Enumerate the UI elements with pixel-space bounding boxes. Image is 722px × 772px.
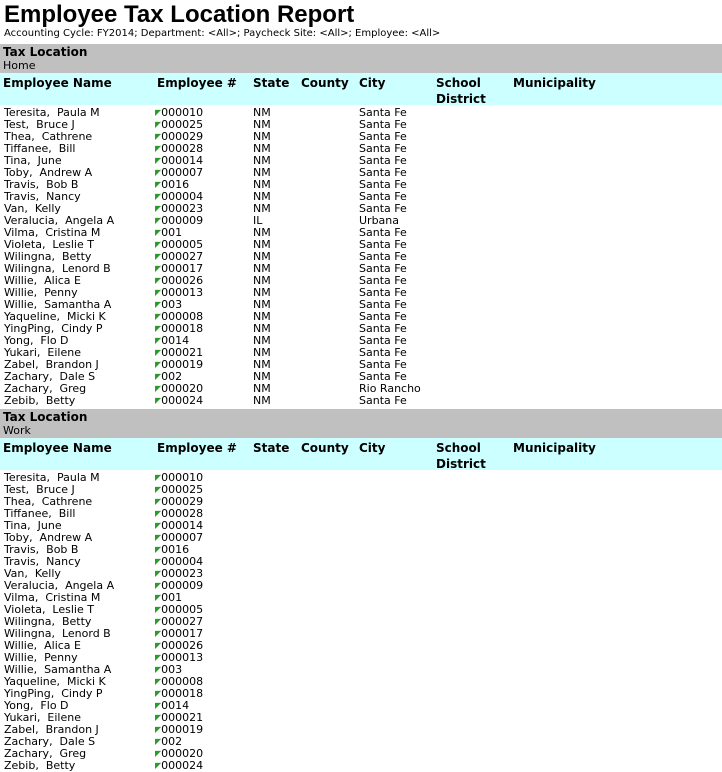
employee-name-cell: Van, Kelly: [4, 202, 61, 215]
table-row: [0, 532, 722, 544]
cell-marker-icon: ◤: [155, 497, 162, 506]
city-cell: Santa Fe: [359, 298, 407, 311]
city-cell: Santa Fe: [359, 358, 407, 371]
col-employee-number: Employee #: [157, 76, 237, 90]
cell-marker-icon: ◤: [155, 677, 162, 686]
employee-number-text: 002: [161, 735, 183, 748]
employee-number-cell: [155, 395, 203, 407]
employee-number-text: 000010: [161, 106, 204, 119]
cell-marker-icon: ◤: [155, 240, 162, 249]
section-work: [0, 409, 722, 772]
employee-name-cell: Zebib, Betty: [4, 394, 76, 407]
employee-name-cell: Veralucia, Angela A: [4, 579, 115, 592]
city-cell: Santa Fe: [359, 274, 407, 287]
column-header-row: [0, 73, 722, 105]
cell-marker-icon: ◤: [155, 737, 162, 746]
employee-number-text: 0014: [161, 334, 190, 347]
col-municipality: Municipality: [513, 76, 596, 90]
cell-marker-icon: ◤: [155, 252, 162, 261]
col-state: State: [253, 441, 290, 455]
cell-marker-icon: ◤: [155, 192, 162, 201]
table-row: [0, 640, 722, 652]
employee-name-cell: Toby, Andrew A: [4, 166, 93, 179]
table-row: [0, 556, 722, 568]
employee-number-text: 000017: [161, 262, 204, 275]
employee-number-text: 000021: [161, 711, 204, 724]
section-label: Tax Location: [3, 410, 88, 424]
employee-name-cell: Zebib, Betty: [4, 759, 76, 772]
employee-number-text: 000014: [161, 519, 204, 532]
table-row: [0, 484, 722, 496]
employee-number-text: 000008: [161, 675, 204, 688]
cell-marker-icon: ◤: [155, 749, 162, 758]
employee-number-text: 000023: [161, 202, 204, 215]
table-row: [0, 676, 722, 688]
cell-marker-icon: ◤: [155, 653, 162, 662]
table-row: [0, 472, 722, 484]
city-cell: Santa Fe: [359, 142, 407, 155]
state-cell: NM: [253, 250, 271, 263]
state-cell: NM: [253, 322, 271, 335]
table-row: [0, 395, 722, 407]
employee-name-cell: Zabel, Brandon J: [4, 358, 99, 371]
employee-number-text: 000009: [161, 214, 204, 227]
col-school-district: School District: [436, 441, 486, 471]
cell-marker-icon: ◤: [155, 689, 162, 698]
cell-marker-icon: ◤: [155, 204, 162, 213]
employee-name-cell: Van, Kelly: [4, 567, 61, 580]
state-cell: NM: [253, 166, 271, 179]
col-employee-name: Employee Name: [3, 76, 112, 90]
state-cell: NM: [253, 226, 271, 239]
cell-marker-icon: ◤: [155, 312, 162, 321]
employee-number-text: 000029: [161, 495, 204, 508]
report-title: Employee Tax Location Report: [4, 1, 355, 28]
state-cell: NM: [253, 370, 271, 383]
employee-number-text: 000020: [161, 747, 204, 760]
section-home: [0, 44, 722, 407]
state-cell: NM: [253, 178, 271, 191]
employee-name-cell: Yaqueline, Micki K: [4, 675, 106, 688]
cell-marker-icon: ◤: [155, 509, 162, 518]
cell-marker-icon: ◤: [155, 108, 162, 117]
cell-marker-icon: ◤: [155, 348, 162, 357]
city-cell: Rio Rancho: [359, 382, 421, 395]
city-cell: Santa Fe: [359, 394, 407, 407]
city-cell: Santa Fe: [359, 346, 407, 359]
employee-name-cell: YingPing, Cindy P: [4, 687, 103, 700]
state-cell: NM: [253, 262, 271, 275]
table-row: [0, 664, 722, 676]
employee-number-text: 0014: [161, 699, 190, 712]
state-cell: NM: [253, 130, 271, 143]
cell-marker-icon: ◤: [155, 156, 162, 165]
col-employee-number: Employee #: [157, 441, 237, 455]
employee-name-cell: Willie, Penny: [4, 651, 78, 664]
cell-marker-icon: ◤: [155, 216, 162, 225]
employee-number-text: 000025: [161, 483, 204, 496]
employee-name-cell: Violeta, Leslie T: [4, 238, 94, 251]
cell-marker-icon: ◤: [155, 144, 162, 153]
state-cell: NM: [253, 142, 271, 155]
cell-marker-icon: ◤: [155, 336, 162, 345]
employee-name-cell: Travis, Nancy: [4, 555, 81, 568]
cell-marker-icon: ◤: [155, 725, 162, 734]
state-cell: IL: [253, 214, 263, 227]
section-value: Home: [3, 59, 36, 72]
city-cell: Santa Fe: [359, 154, 407, 167]
employee-name-cell: Tiffanee, Bill: [4, 507, 76, 520]
employee-name-cell: Vilma, Cristina M: [4, 591, 101, 604]
col-school-district: School District: [436, 76, 486, 106]
cell-marker-icon: ◤: [155, 228, 162, 237]
employee-number-text: 000019: [161, 723, 204, 736]
col-employee-name: Employee Name: [3, 441, 112, 455]
employee-name-cell: Yong, Flo D: [4, 699, 69, 712]
employee-name-cell: Yukari, Eilene: [4, 346, 81, 359]
city-cell: Santa Fe: [359, 202, 407, 215]
city-cell: Santa Fe: [359, 226, 407, 239]
employee-name-cell: Travis, Nancy: [4, 190, 81, 203]
employee-name-cell: Veralucia, Angela A: [4, 214, 115, 227]
state-cell: NM: [253, 382, 271, 395]
cell-marker-icon: ◤: [155, 168, 162, 177]
employee-number-text: 000018: [161, 687, 204, 700]
employee-number-text: 000027: [161, 250, 204, 263]
cell-marker-icon: ◤: [155, 545, 162, 554]
city-cell: Santa Fe: [359, 130, 407, 143]
employee-number-text: 000005: [161, 238, 204, 251]
employee-name-cell: Thea, Cathrene: [4, 130, 93, 143]
cell-marker-icon: ◤: [155, 360, 162, 369]
employee-name-cell: Travis, Bob B: [4, 178, 79, 191]
employee-name-cell: Wilingna, Lenord B: [4, 627, 111, 640]
employee-number-text: 000028: [161, 507, 204, 520]
employee-name-cell: Test, Bruce J: [4, 118, 75, 131]
employee-name-cell: Willie, Alica E: [4, 274, 81, 287]
cell-marker-icon: ◤: [155, 701, 162, 710]
employee-name-cell: Teresita, Paula M: [4, 106, 100, 119]
col-state: State: [253, 76, 290, 90]
cell-marker-icon: ◤: [155, 384, 162, 393]
employee-number-text: 000020: [161, 382, 204, 395]
employee-number-text: 000024: [161, 759, 204, 772]
cell-marker-icon: ◤: [155, 473, 162, 482]
employee-name-cell: Teresita, Paula M: [4, 471, 100, 484]
employee-number-text: 000029: [161, 130, 204, 143]
employee-number-text: 000021: [161, 346, 204, 359]
cell-marker-icon: ◤: [155, 324, 162, 333]
employee-number-text: 000017: [161, 627, 204, 640]
employee-name-cell: Tina, June: [4, 154, 62, 167]
employee-name-cell: Zachary, Dale S: [4, 370, 96, 383]
city-cell: Santa Fe: [359, 118, 407, 131]
employee-number-text: 0016: [161, 178, 190, 191]
employee-number-text: 000007: [161, 531, 204, 544]
city-cell: Santa Fe: [359, 310, 407, 323]
section-header: [0, 409, 722, 438]
cell-marker-icon: ◤: [155, 593, 162, 602]
cell-marker-icon: ◤: [155, 533, 162, 542]
employee-number-text: 000028: [161, 142, 204, 155]
section-header: [0, 44, 722, 73]
cell-marker-icon: ◤: [155, 569, 162, 578]
employee-number-text: 000025: [161, 118, 204, 131]
column-header-row: [0, 438, 722, 470]
state-cell: NM: [253, 286, 271, 299]
employee-number-text: 000023: [161, 567, 204, 580]
employee-name-cell: Wilingna, Lenord B: [4, 262, 111, 275]
employee-name-cell: Willie, Samantha A: [4, 298, 112, 311]
cell-marker-icon: ◤: [155, 617, 162, 626]
state-cell: NM: [253, 334, 271, 347]
cell-marker-icon: ◤: [155, 300, 162, 309]
col-municipality: Municipality: [513, 441, 596, 455]
city-cell: Santa Fe: [359, 370, 407, 383]
employee-number-text: 000009: [161, 579, 204, 592]
cell-marker-icon: ◤: [155, 288, 162, 297]
employee-number-text: 000010: [161, 471, 204, 484]
employee-number-cell: [155, 760, 203, 772]
state-cell: NM: [253, 298, 271, 311]
state-cell: NM: [253, 202, 271, 215]
state-cell: NM: [253, 346, 271, 359]
employee-number-text: 000027: [161, 615, 204, 628]
city-cell: Santa Fe: [359, 238, 407, 251]
table-row: [0, 520, 722, 532]
employee-name-cell: Tiffanee, Bill: [4, 142, 76, 155]
city-cell: Santa Fe: [359, 286, 407, 299]
city-cell: Santa Fe: [359, 190, 407, 203]
employee-name-cell: Travis, Bob B: [4, 543, 79, 556]
employee-name-cell: YingPing, Cindy P: [4, 322, 103, 335]
employee-name-cell: Zabel, Brandon J: [4, 723, 99, 736]
employee-number-text: 000005: [161, 603, 204, 616]
cell-marker-icon: ◤: [155, 629, 162, 638]
city-cell: Santa Fe: [359, 178, 407, 191]
state-cell: NM: [253, 154, 271, 167]
state-cell: NM: [253, 394, 271, 407]
employee-number-text: 000013: [161, 286, 204, 299]
cell-marker-icon: ◤: [155, 521, 162, 530]
employee-name-cell: Toby, Andrew A: [4, 531, 93, 544]
cell-marker-icon: ◤: [155, 581, 162, 590]
employee-number-text: 000019: [161, 358, 204, 371]
employee-number-text: 0016: [161, 543, 190, 556]
cell-marker-icon: ◤: [155, 132, 162, 141]
cell-marker-icon: ◤: [155, 276, 162, 285]
employee-name-cell: Violeta, Leslie T: [4, 603, 94, 616]
employee-number-text: 003: [161, 298, 183, 311]
cell-marker-icon: ◤: [155, 485, 162, 494]
employee-number-text: 001: [161, 226, 183, 239]
state-cell: NM: [253, 106, 271, 119]
employee-number-text: 002: [161, 370, 183, 383]
table-row: [0, 628, 722, 640]
cell-marker-icon: ◤: [155, 120, 162, 129]
state-cell: NM: [253, 310, 271, 323]
employee-name-cell: Zachary, Greg: [4, 747, 87, 760]
employee-name-cell: Thea, Cathrene: [4, 495, 93, 508]
employee-number-text: 000014: [161, 154, 204, 167]
table-row: [0, 496, 722, 508]
table-row: [0, 604, 722, 616]
employee-number-text: 000018: [161, 322, 204, 335]
city-cell: Santa Fe: [359, 322, 407, 335]
employee-number-text: 000004: [161, 190, 204, 203]
city-cell: Urbana: [359, 214, 400, 227]
table-row: [0, 712, 722, 724]
employee-number-text: 000004: [161, 555, 204, 568]
state-cell: NM: [253, 238, 271, 251]
cell-marker-icon: ◤: [155, 180, 162, 189]
table-row: [0, 700, 722, 712]
employee-number-text: 000008: [161, 310, 204, 323]
employee-number-text: 000024: [161, 394, 204, 407]
section-label: Tax Location: [3, 45, 88, 59]
cell-marker-icon: ◤: [155, 557, 162, 566]
employee-name-cell: Zachary, Greg: [4, 382, 87, 395]
employee-name-cell: Tina, June: [4, 519, 62, 532]
employee-name-cell: Wilingna, Betty: [4, 615, 92, 628]
table-row: [0, 508, 722, 520]
cell-marker-icon: ◤: [155, 713, 162, 722]
table-row: [0, 580, 722, 592]
rows-container: [0, 105, 722, 407]
cell-marker-icon: ◤: [155, 264, 162, 273]
table-row: [0, 592, 722, 604]
state-cell: NM: [253, 358, 271, 371]
employee-name-cell: Yaqueline, Micki K: [4, 310, 106, 323]
employee-name-cell: Wilingna, Betty: [4, 250, 92, 263]
employee-number-text: 000007: [161, 166, 204, 179]
city-cell: Santa Fe: [359, 106, 407, 119]
table-row: [0, 736, 722, 748]
employee-name-cell: Vilma, Cristina M: [4, 226, 101, 239]
rows-container: [0, 470, 722, 772]
employee-name-cell: Willie, Penny: [4, 286, 78, 299]
employee-number-text: 001: [161, 591, 183, 604]
table-row: [0, 688, 722, 700]
employee-name-cell: Yong, Flo D: [4, 334, 69, 347]
employee-name-cell: Willie, Alica E: [4, 639, 81, 652]
table-row: [0, 724, 722, 736]
employee-number-text: 000026: [161, 274, 204, 287]
report-parameters: Accounting Cycle: FY2014; Department: <All>; Paycheck Site: <All>; Employee: <All>: [4, 28, 441, 39]
col-city: City: [359, 441, 386, 455]
employee-name-cell: Yukari, Eilene: [4, 711, 81, 724]
city-cell: Santa Fe: [359, 250, 407, 263]
col-county: County: [301, 441, 349, 455]
city-cell: Santa Fe: [359, 166, 407, 179]
table-row: [0, 760, 722, 772]
employee-name-cell: Test, Bruce J: [4, 483, 75, 496]
cell-marker-icon: ◤: [155, 605, 162, 614]
employee-name-cell: Zachary, Dale S: [4, 735, 96, 748]
table-row: [0, 748, 722, 760]
employee-name-cell: Willie, Samantha A: [4, 663, 112, 676]
city-cell: Santa Fe: [359, 334, 407, 347]
employee-number-text: 000026: [161, 639, 204, 652]
cell-marker-icon: ◤: [155, 665, 162, 674]
col-city: City: [359, 76, 386, 90]
col-county: County: [301, 76, 349, 90]
employee-number-text: 003: [161, 663, 183, 676]
section-value: Work: [3, 424, 31, 437]
state-cell: NM: [253, 118, 271, 131]
state-cell: NM: [253, 274, 271, 287]
city-cell: Santa Fe: [359, 262, 407, 275]
cell-marker-icon: ◤: [155, 761, 162, 770]
state-cell: NM: [253, 190, 271, 203]
employee-number-text: 000013: [161, 651, 204, 664]
cell-marker-icon: ◤: [155, 372, 162, 381]
table-row: [0, 544, 722, 556]
cell-marker-icon: ◤: [155, 396, 162, 405]
cell-marker-icon: ◤: [155, 641, 162, 650]
